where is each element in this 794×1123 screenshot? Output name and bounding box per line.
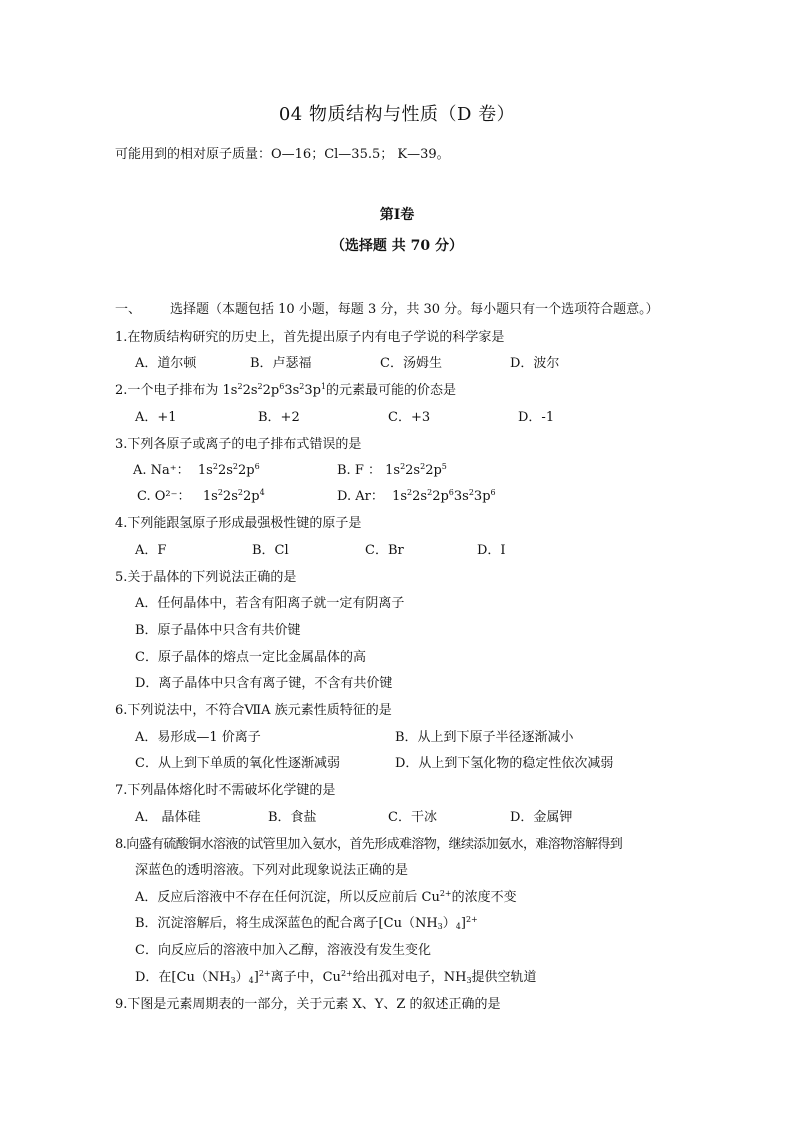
question-5-option-d: D．离子晶体中只含有离子键，不含有共价键 <box>135 676 393 691</box>
question-3-option-d: D. Ar： $1s^22s^22p^63s^23p^6$ <box>337 488 496 504</box>
section-subheading: （选择题 共 70 分） <box>330 238 464 254</box>
question-2-option-b: B．+2 <box>258 410 300 425</box>
question-8-option-d-post: 给出孤对电子，NH <box>352 970 467 985</box>
question-8-option-a: A．反应后溶液中不存在任何沉淀，所以反应前后 $Cu^{2+}$的浓度不变 <box>135 889 517 905</box>
question-8-stem-line-1: 8.向盛有硫酸铜水溶液的试管里加入氨水，首先形成难溶物，继续添加氨水，难溶物溶解得到 <box>115 837 623 852</box>
question-8-option-c: C．向反应后的溶液中加入乙醇，溶液没有发生变化 <box>135 943 431 958</box>
question-8-option-d: D．在$[Cu(NH_3)_4]^{2+}$离子中，$Cu^{2+}$给出孤对电子，$NH_3$提供空轨道 <box>135 969 537 985</box>
question-1-option-b: B．卢瑟福 <box>250 356 312 371</box>
question-6-option-c: C．从上到下单质的氧化性逐渐减弱 <box>135 756 340 771</box>
question-6-option-b: B．从上到下原子半径逐渐减小 <box>395 730 574 745</box>
question-6-option-d: D．从上到下氢化物的稳定性依次减弱 <box>395 756 614 771</box>
page-title: 04 物质结构与性质（D 卷） <box>278 104 516 125</box>
question-2-option-c: C．+3 <box>388 410 431 425</box>
question-5-option-a: A．任何晶体中，若含有阳离子就一定有阴离子 <box>135 596 405 611</box>
question-2-stem-end: 的元素最可能的价态是 <box>326 383 457 398</box>
question-8-option-d-mid: 离子中，Cu <box>270 970 341 985</box>
question-3-stem: 3.下列各原子或离子的电子排布式错误的是 <box>115 437 362 452</box>
question-7-option-d: D．金属钾 <box>510 810 573 825</box>
question-4-option-c: C．Br <box>365 543 404 558</box>
question-1-option-c: C．汤姆生 <box>380 356 442 371</box>
atomic-masses-note: 可能用到的相对原子质量：O—16；Cl—35.5； K—39。 <box>115 147 450 162</box>
question-4-option-b: B．Cl <box>252 543 289 558</box>
section-heading: 第Ⅰ卷 <box>379 207 415 223</box>
question-8-option-d-start: D．在[Cu（NH <box>135 970 231 985</box>
question-6-stem: 6.下列说法中，不符合ⅦA 族元素性质特征的是 <box>115 703 392 718</box>
question-8-stem-line-2: 深蓝色的透明溶液。下列对此现象说法正确的是 <box>135 863 409 878</box>
question-8-option-b: B．沉淀溶解后，将生成深蓝色的配合离子$[Cu(NH_3)_4]^{2+}$ <box>135 915 478 931</box>
question-1-stem: 1.在物质结构研究的历史上，首先提出原子内有电子学说的科学家是 <box>115 330 505 345</box>
question-2-stem-start: 2.一个电子排布为 1s <box>115 383 238 398</box>
question-6-option-a: A．易形成—1 价离子 <box>135 730 261 745</box>
question-7-option-b: B．食盐 <box>268 810 317 825</box>
question-1-option-a: A．道尔顿 <box>135 356 197 371</box>
question-7-option-a: A． 晶体硅 <box>135 810 201 825</box>
question-5-option-b: B．原子晶体中只含有共价键 <box>135 623 301 638</box>
question-1-option-d: D．波尔 <box>510 356 560 371</box>
question-3-option-a: A. Na⁺： $1s^22s^22p^6$ <box>133 462 260 478</box>
question-5-stem: 5.关于晶体的下列说法正确的是 <box>115 570 297 585</box>
question-3-option-c: C. O²⁻： $1s^22s^22p^4$ <box>137 488 265 504</box>
question-2-option-a: A．+1 <box>135 410 177 425</box>
question-8-option-a-start: A．反应后溶液中不存在任何沉淀，所以反应前后 Cu <box>135 890 440 905</box>
question-3-option-b-label: B. F ： <box>337 463 381 478</box>
question-9-stem: 9.下图是元素周期表的一部分，关于元素 X、Y、Z 的叙述正确的是 <box>115 997 501 1012</box>
question-3-option-b: B. F ： $1s^22s^22p^5$ <box>337 462 447 478</box>
question-8-option-a-end: 的浓度不变 <box>451 890 517 905</box>
question-8-option-b-text: B．沉淀溶解后，将生成深蓝色的配合离子[Cu（NH <box>135 916 438 931</box>
question-2-option-d: D．-1 <box>518 410 555 425</box>
question-5-option-c: C．原子晶体的熔点一定比金属晶体的高 <box>135 650 366 665</box>
question-7-option-c: C．干冰 <box>388 810 437 825</box>
instruction-text: 选择题（本题包括 10 小题，每题 3 分，共 30 分。每小题只有一个选项符合题意。） <box>170 302 659 317</box>
question-3-option-c-label: C. O²⁻： <box>137 489 191 504</box>
question-7-stem: 7.下列晶体熔化时不需破坏化学键的是 <box>115 783 336 798</box>
question-3-option-d-label: D. Ar： <box>337 489 384 504</box>
question-4-option-d: D．I <box>477 543 506 558</box>
question-4-stem: 4.下列能跟氢原子形成最强极性键的原子是 <box>115 516 362 531</box>
question-8-option-d-end: 提供空轨道 <box>471 970 537 985</box>
question-3-option-a-label: A. Na⁺： <box>133 463 190 478</box>
question-2-stem: 2.一个电子排布为 $1s^22s^22p^63s^23p^1$的元素最可能的价态是 <box>115 382 457 398</box>
question-4-option-a: A．F <box>135 543 167 558</box>
instruction-number: 一、 <box>115 302 142 317</box>
